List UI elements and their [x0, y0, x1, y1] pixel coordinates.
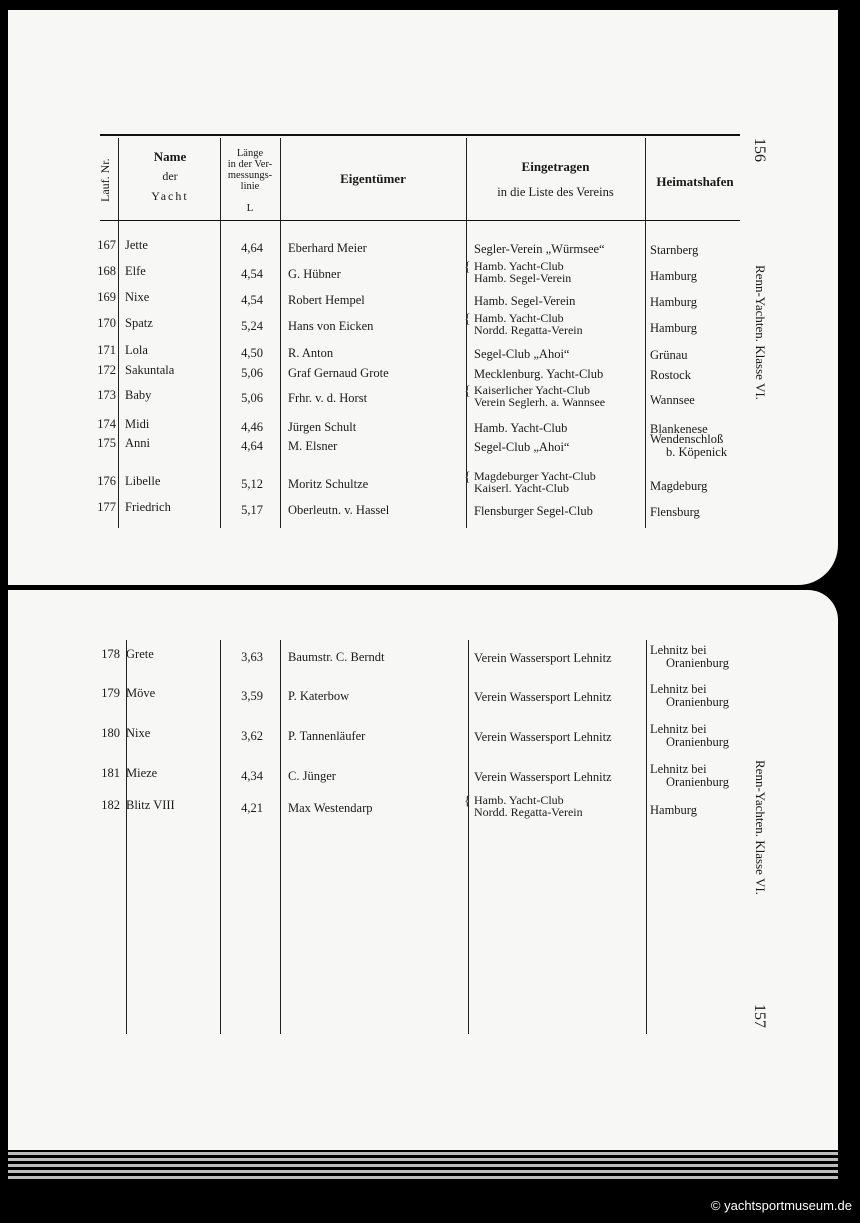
yacht-name: Nixe	[125, 290, 150, 304]
owner-name: Max Westendarp	[288, 801, 373, 815]
header-name: Name	[153, 149, 187, 164]
owner-name: Graf Gernaud Grote	[288, 366, 389, 380]
club-name: Segel-Club „Ahoi“	[474, 347, 570, 361]
book-page-156	[8, 10, 838, 585]
owner-name: Oberleutn. v. Hassel	[288, 503, 390, 517]
owner-name: Moritz Schultze	[288, 477, 369, 491]
owner-name: Hans von Eicken	[288, 319, 374, 333]
row-number: 168	[97, 264, 116, 278]
row-number: 177	[97, 500, 116, 514]
column-divider	[646, 640, 647, 1034]
header-laenge-3: messungs-	[227, 170, 273, 181]
yacht-length: 3,59	[241, 689, 263, 703]
yacht-name: Spatz	[125, 316, 153, 330]
club-name: Hamb. Yacht-Club	[474, 311, 564, 325]
club-name-2: Hamb. Segel-Verein	[474, 271, 572, 285]
yacht-name: Nixe	[126, 726, 151, 740]
club-name: Segel-Club „Ahoi“	[474, 440, 570, 454]
club-name-2: Verein Seglerh. a. Wannsee	[474, 395, 606, 409]
header-rule	[100, 220, 740, 221]
club-name: Kaiserlicher Yacht-Club	[474, 383, 590, 397]
owner-name: Jürgen Schult	[288, 420, 357, 434]
yacht-length: 4,21	[241, 801, 263, 815]
home-port: Wannsee	[650, 393, 695, 407]
header-laenge-4: linie	[240, 181, 260, 192]
row-number: 175	[97, 436, 116, 450]
club-name: Verein Wassersport Lehnitz	[474, 770, 612, 784]
yacht-length: 5,06	[241, 391, 263, 405]
header-laenge-5: L	[246, 202, 254, 214]
brace-icon: {	[464, 312, 471, 327]
row-number: 167	[97, 238, 116, 252]
side-title: Renn-Yachten. Klasse VI.	[753, 760, 768, 895]
club-name: Hamb. Yacht-Club	[474, 259, 564, 273]
page-edge	[8, 1152, 838, 1155]
club-name: Segler-Verein „Würmsee“	[474, 242, 605, 256]
row-number: 180	[101, 726, 120, 740]
yacht-length: 5,17	[241, 503, 263, 517]
owner-name: M. Elsner	[288, 439, 338, 453]
page-edge	[8, 1158, 838, 1161]
column-divider	[220, 640, 221, 1034]
header-laenge: Länge	[236, 148, 264, 159]
yacht-name: Friedrich	[125, 500, 171, 514]
header-laenge-2: in der Ver-	[227, 159, 273, 170]
row-number: 172	[97, 363, 116, 377]
club-name: Flensburger Segel-Club	[474, 504, 593, 518]
yacht-length: 5,24	[241, 319, 263, 333]
home-port-2: Oranienburg	[666, 775, 729, 789]
header-eingetragen-2: in die Liste des Vereins	[497, 185, 614, 199]
home-port-2: b. Köpenick	[666, 445, 728, 459]
home-port: Lehnitz bei	[650, 762, 707, 776]
owner-name: C. Jünger	[288, 769, 336, 783]
row-number: 176	[97, 474, 116, 488]
book-page-157	[8, 590, 838, 1150]
club-name: Magdeburger Yacht-Club	[474, 469, 596, 483]
row-number: 169	[97, 290, 116, 304]
header-eingetragen: Eingetragen	[521, 159, 590, 174]
row-number: 178	[101, 647, 120, 661]
yacht-name: Blitz VIII	[126, 798, 175, 812]
club-name: Hamb. Yacht-Club	[474, 421, 568, 435]
home-port-2: Oranienburg	[666, 695, 729, 709]
row-number: 173	[97, 388, 116, 402]
yacht-name: Anni	[125, 436, 150, 450]
yacht-length: 3,63	[241, 650, 263, 664]
home-port: Rostock	[650, 368, 691, 382]
club-name-2: Nordd. Regatta-Verein	[474, 805, 583, 819]
yacht-name: Möve	[126, 686, 156, 700]
owner-name: P. Katerbow	[288, 689, 350, 703]
column-divider	[220, 138, 221, 528]
row-number: 174	[97, 417, 116, 431]
page-edge	[8, 1170, 838, 1173]
row-number: 170	[97, 316, 116, 330]
header-heimatshafen: Heimatshafen	[656, 174, 734, 189]
home-port-2: Oranienburg	[666, 656, 729, 670]
yacht-name: Elfe	[125, 264, 146, 278]
yacht-name: Sakuntala	[125, 363, 175, 377]
row-number: 171	[97, 343, 116, 357]
home-port: Flensburg	[650, 505, 700, 519]
yacht-name: Baby	[125, 388, 152, 402]
row-number: 181	[101, 766, 120, 780]
page-number: 156	[751, 138, 768, 162]
home-port: Lehnitz bei	[650, 643, 707, 657]
home-port: Magdeburg	[650, 479, 708, 493]
yacht-name: Lola	[125, 343, 148, 357]
home-port: Hamburg	[650, 295, 697, 309]
home-port: Grünau	[650, 348, 688, 362]
home-port: Hamburg	[650, 803, 697, 817]
club-name: Hamb. Yacht-Club	[474, 793, 564, 807]
watermark: © yachtsportmuseum.de	[710, 1198, 852, 1213]
home-port: Starnberg	[650, 243, 699, 257]
owner-name: Robert Hempel	[288, 293, 365, 307]
yacht-length: 4,54	[241, 293, 263, 307]
page-edge	[8, 1176, 838, 1179]
yacht-name: Mieze	[126, 766, 158, 780]
yacht-name: Libelle	[125, 474, 161, 488]
yacht-length: 4,64	[241, 439, 263, 453]
club-name: Verein Wassersport Lehnitz	[474, 690, 612, 704]
yacht-name: Grete	[126, 647, 154, 661]
owner-name: R. Anton	[288, 346, 334, 360]
yacht-length: 4,54	[241, 267, 263, 281]
column-divider	[118, 138, 119, 528]
header-yacht: Yacht	[151, 189, 189, 203]
owner-name: Frhr. v. d. Horst	[288, 391, 368, 405]
yacht-length: 4,50	[241, 346, 263, 360]
table-top-rule	[100, 134, 740, 136]
column-divider	[645, 138, 646, 528]
home-port: Hamburg	[650, 269, 697, 283]
home-port-2: Oranienburg	[666, 735, 729, 749]
yacht-length: 5,06	[241, 366, 263, 380]
home-port: Lehnitz bei	[650, 722, 707, 736]
brace-icon: {	[464, 794, 471, 809]
yacht-length: 4,64	[241, 241, 263, 255]
header-eigentuemer: Eigentümer	[340, 171, 406, 186]
brace-icon: {	[464, 384, 471, 399]
club-name-2: Nordd. Regatta-Verein	[474, 323, 583, 337]
owner-name: G. Hübner	[288, 267, 341, 281]
page-edge	[8, 1164, 838, 1167]
column-divider	[280, 138, 281, 528]
header-lauf-nr: Lauf. Nr.	[98, 158, 112, 202]
side-title: Renn-Yachten. Klasse VI.	[753, 265, 768, 400]
club-name: Mecklenburg. Yacht-Club	[474, 367, 604, 381]
club-name-2: Kaiserl. Yacht-Club	[474, 481, 569, 495]
yacht-length: 5,12	[241, 477, 263, 491]
owner-name: Baumstr. C. Berndt	[288, 650, 385, 664]
brace-icon: {	[464, 470, 471, 485]
brace-icon: {	[464, 260, 471, 275]
page-number: 157	[751, 1004, 768, 1028]
column-divider	[468, 640, 469, 1034]
row-number: 182	[101, 798, 120, 812]
header-name-der: der	[162, 169, 178, 183]
club-name: Verein Wassersport Lehnitz	[474, 651, 612, 665]
row-number: 179	[101, 686, 120, 700]
yacht-length: 4,34	[241, 769, 263, 783]
yacht-length: 3,62	[241, 729, 263, 743]
owner-name: P. Tannenläufer	[288, 729, 366, 743]
yacht-name: Jette	[125, 238, 148, 252]
home-port: Hamburg	[650, 321, 697, 335]
home-port: Lehnitz bei	[650, 682, 707, 696]
club-name: Hamb. Segel-Verein	[474, 294, 576, 308]
yacht-length: 4,46	[241, 420, 263, 434]
club-name: Verein Wassersport Lehnitz	[474, 730, 612, 744]
yacht-name: Midi	[125, 417, 150, 431]
owner-name: Eberhard Meier	[288, 241, 367, 255]
home-port: Blankenese	[650, 422, 708, 436]
home-port: Wendenschloß	[650, 432, 724, 446]
